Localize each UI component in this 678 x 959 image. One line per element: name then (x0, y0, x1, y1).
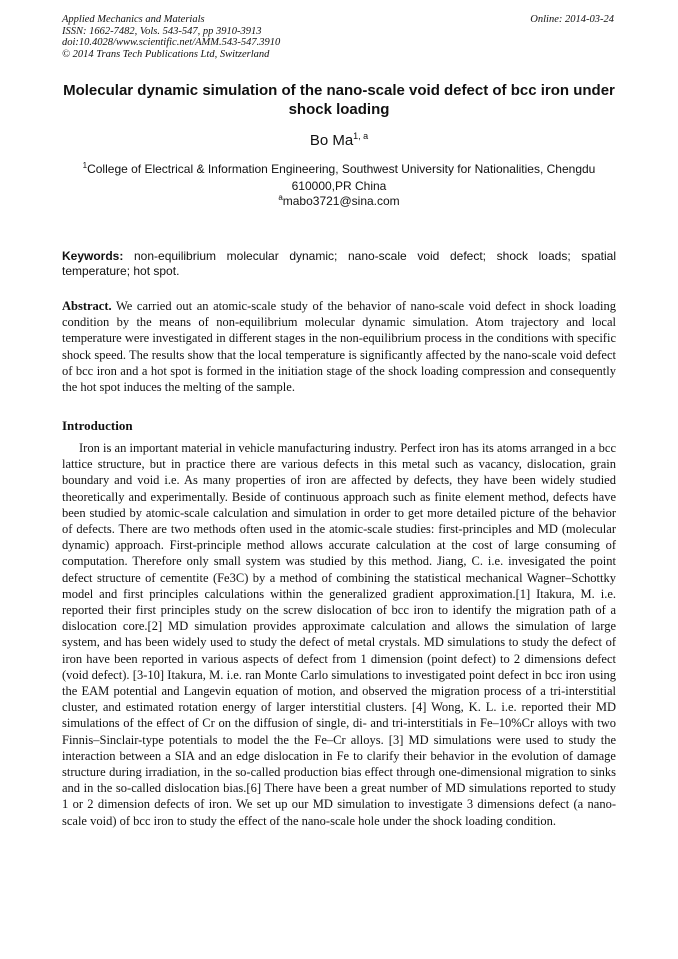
affiliation-text: College of Electrical & Information Engineering, Southwest University for Nationalities, Chengdu 610000,PR China (87, 162, 596, 193)
introduction-paragraph: Iron is an important material in vehicle manufacturing industry. Perfect iron has its atoms arranged in a bcc lattice structure, but in practice there are various defects in this metal such as vacancy, dislocation, grain boundary and void i.e. As many properties of iron are affected by defects, they have been widely studied theoretically and experimentally. Beside of continuous approach such as finite element method, defects have been studied by atomic-scale calculation and simulation in order to get more detailed picture of the behavior of defects. There are two methods often used in the atomic-scale studies: first-principles and MD (molecular dynamic) approach. First-principle method allows accurate calculation at the cost of large consuming of computation. Therefore only small system was studied by this method. Jiang, C. i.e. invesigated the point defect structure of cementite (Fe3C) by a method of combining the statistical mechanical Wagner–Schottky model and first principles calculations within the generalized gradient approximation.[1] Itakura, M. i.e. reported their first principles study on the screw dislocation of bcc iron to identify the migration path of a dislocation core.[2] MD simulation provides approximate calculation and allows the simulation of large system, and has been widely used to study the defect of metal crystals. MD simulations to study the defect of iron have been reported in various aspects of defect from 1 dimension (point defect) to 2 dimensions defect (void defect). [3-10] Itakura, M. i.e. ran Monte Carlo simulations to investigated point defect in bcc iron using the EAM potential and Langevin equation of motion, and observed the migration process of a tri-interstitial cluster, and estimated rotation energy of larger interstitial clusters. [4] Wong, K. L. i.e. reported their MD simulations of the effect of Cr on the diffusion of single, di- and tri-interstitials in Fe–10%Cr alloys with two Finnis–Sinclair-type potentials to model the the Fe–Cr alloys. [3] MD simulations were used to study the interaction between a SIA and an edge dislocation in Fe to clarify their behavior in the evolution of damage structure during irradiation, in the so-called production bias effect through one-dimensional migration to sinks and in the so-called dislocation bias.[6] There have been a great number of MD simulations reported to study 1 or 2 dimension defects of iron. We set up our MD simulation to investigate 3 dimensions defect (a nano-scale void) of bcc iron to study the effect of the nano-scale hole under the shock loading condition. (62, 441, 616, 828)
author-line (62, 131, 616, 149)
keywords-label: Keywords: (62, 249, 124, 263)
abstract-text: We carried out an atomic-scale study of the behavior of nano-scale void defect in shock loading condition by the means of non-equilibrium molecular dynamic simulation. Atom trajectory and local temperature were investigated in different stages in the non-equilibrium process in the conditions with specific shock speed. The results show that the local temperature is significantly affected by the nano-scale void defect of bcc iron and a hot spot is formed in the initiation stage of the shock loading compression and consequently the hot spot induces the melting of the sample. (62, 299, 616, 395)
journal-name: Applied Mechanics and Materials (62, 14, 205, 25)
introduction-heading: Introduction (62, 418, 133, 433)
author-email (62, 193, 616, 208)
email-text: mabo3721@sina.com (282, 194, 400, 208)
author-superscript: 1, a (353, 131, 369, 141)
abstract-label: Abstract. (62, 299, 112, 313)
online-date: Online: 2014-03-24 (530, 14, 614, 25)
affiliation-superscript: 1 (82, 161, 88, 170)
keywords-section (62, 249, 616, 279)
keywords-text: non-equilibrium molecular dynamic; nano-scale void defect; shock loads; spatial temperature; hot spot. (62, 249, 616, 278)
abstract-section (62, 298, 616, 395)
copyright-line: © 2014 Trans Tech Publications Ltd, Switzerland (62, 48, 270, 60)
affiliation (62, 157, 616, 195)
email-superscript: a (278, 193, 283, 202)
issn-line: ISSN: 1662-7482, Vols. 543-547, pp 3910-3913 (62, 25, 262, 37)
doi-line: doi:10.4028/www.scientific.net/AMM.543-547.3910 (62, 37, 281, 48)
author-name: Bo Ma (309, 132, 354, 149)
paper-title: Molecular dynamic simulation of the nano-scale void defect of bcc iron under shock loading (63, 82, 615, 118)
publication-header (62, 14, 422, 60)
